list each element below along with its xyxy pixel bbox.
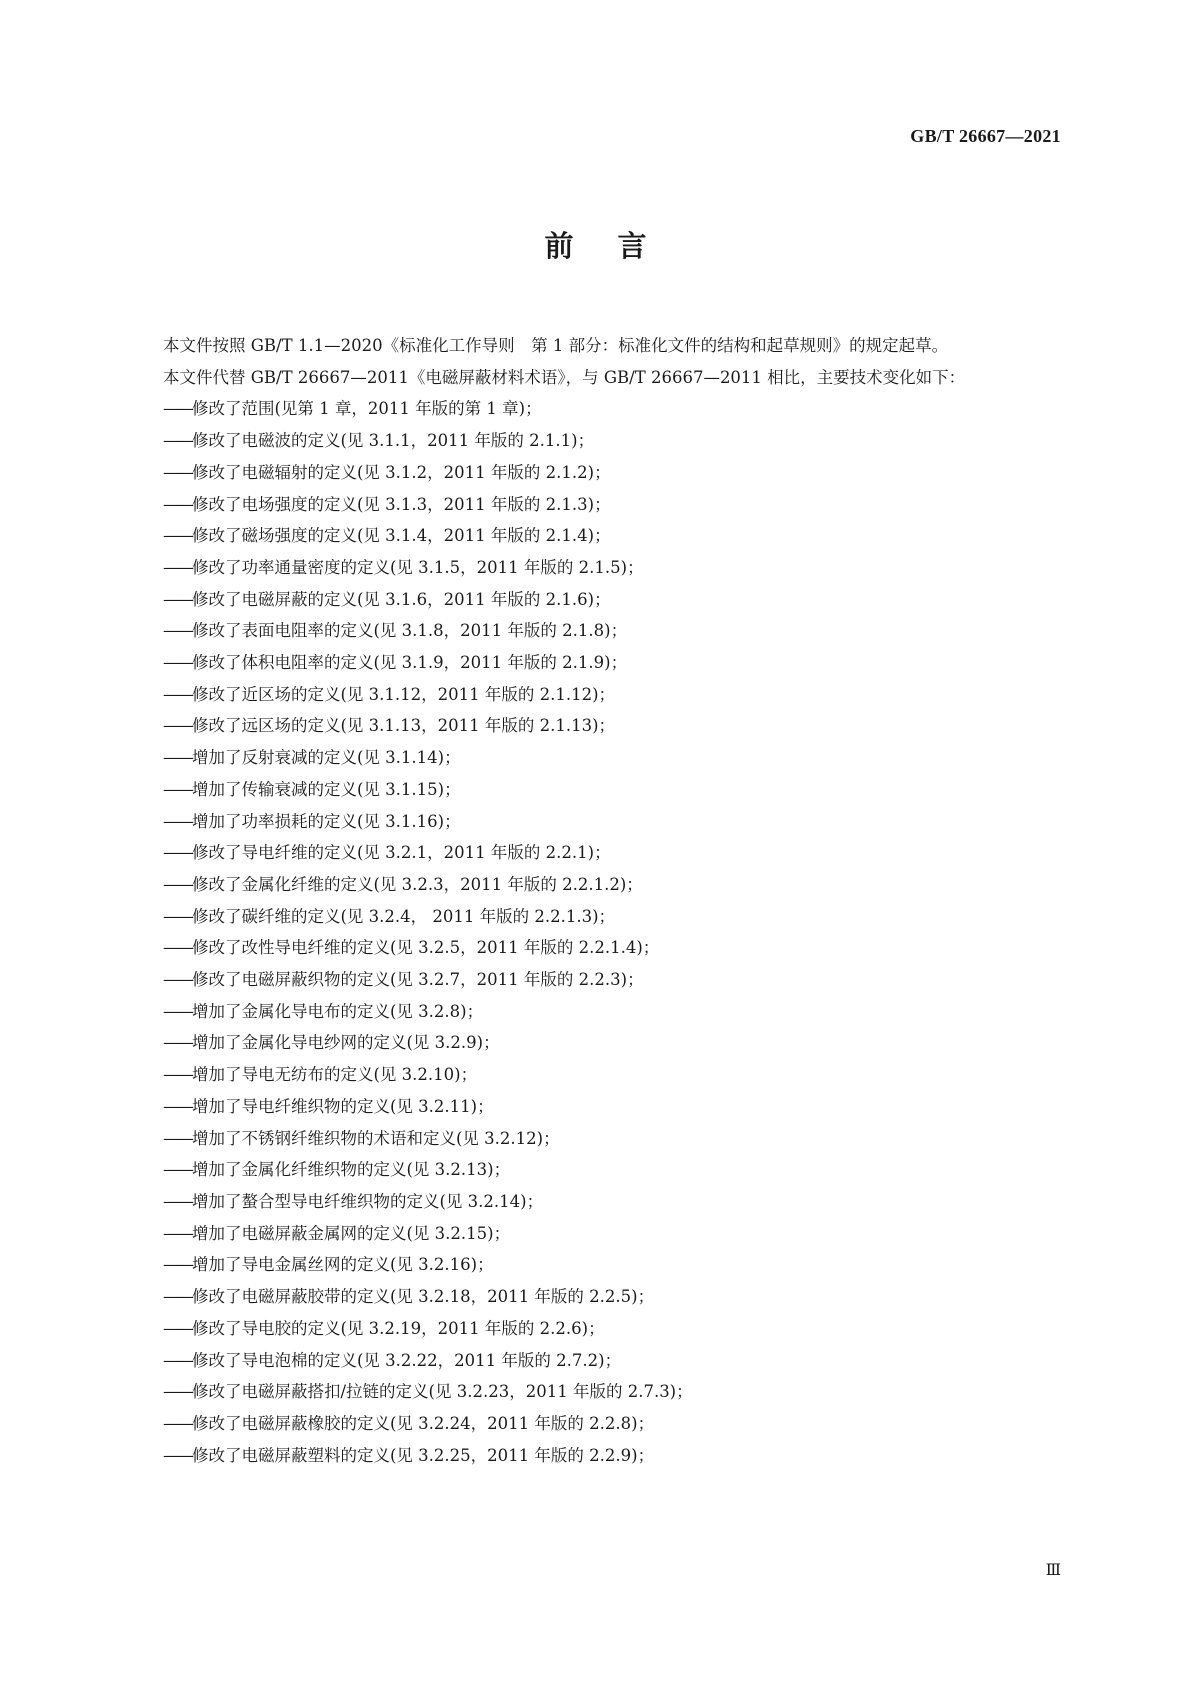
list-item xyxy=(130,679,1065,711)
list-dash: —— xyxy=(163,494,192,514)
list-item-text: 修改了功率通量密度的定义(见 3.1.5，2011 年版的 2.1.5)； xyxy=(192,557,644,577)
list-item xyxy=(130,1091,1065,1123)
list-item-text: 增加了反射衰减的定义(见 3.1.14)； xyxy=(192,748,461,768)
list-item xyxy=(130,996,1065,1028)
list-item-text: 修改了电磁屏蔽的定义(见 3.1.6，2011 年版的 2.1.6)； xyxy=(192,589,611,609)
standard-code: GB/T 26667—2021 xyxy=(910,126,1061,146)
list-item-text: 增加了金属化导电纱网的定义(见 3.2.9)； xyxy=(192,1033,500,1053)
list-item-text: 修改了磁场强度的定义(见 3.1.4，2011 年版的 2.1.4)； xyxy=(192,526,611,546)
list-dash: —— xyxy=(163,557,192,577)
list-dash: —— xyxy=(163,1223,192,1243)
list-dash: —— xyxy=(163,1413,192,1433)
changes-list xyxy=(130,393,1065,1471)
list-item xyxy=(130,1123,1065,1155)
list-item-text: 修改了改性导电纤维的定义(见 3.2.5，2011 年版的 2.2.1.4)； xyxy=(192,938,660,958)
list-item-text: 修改了电磁屏蔽胶带的定义(见 3.2.18，2011 年版的 2.2.5)； xyxy=(192,1287,655,1307)
list-item xyxy=(130,1059,1065,1091)
list-dash: —— xyxy=(163,1065,192,1085)
list-dash: —— xyxy=(163,970,192,990)
list-item-text: 修改了导电胶的定义(见 3.2.19，2011 年版的 2.2.6)； xyxy=(192,1318,605,1338)
list-item-text: 增加了导电纤维织物的定义(见 3.2.11)； xyxy=(192,1096,494,1116)
list-item xyxy=(130,964,1065,996)
list-item-text: 增加了传输衰减的定义(见 3.1.15)； xyxy=(192,779,461,799)
list-item-text: 修改了电磁屏蔽塑料的定义(见 3.2.25，2011 年版的 2.2.9)； xyxy=(192,1445,655,1465)
list-item-text: 修改了金属化纤维的定义(见 3.2.3，2011 年版的 2.2.1.2)； xyxy=(192,874,643,894)
list-dash: —— xyxy=(163,462,192,482)
list-item xyxy=(130,806,1065,838)
list-dash: —— xyxy=(163,1382,192,1402)
list-dash: —— xyxy=(163,1128,192,1148)
list-dash: —— xyxy=(163,526,192,546)
list-item xyxy=(130,1345,1065,1377)
list-dash: —— xyxy=(163,1096,192,1116)
list-item xyxy=(130,742,1065,774)
list-dash: —— xyxy=(163,1001,192,1021)
list-dash: —— xyxy=(163,684,192,704)
intro-paragraph: 本文件按照 GB/T 1.1—2020《标准化工作导则 第 1 部分：标准化文件的结构和起草规则》的规定起草。 xyxy=(163,336,949,355)
list-item-text: 修改了远区场的定义(见 3.1.13，2011 年版的 2.1.13)； xyxy=(192,716,616,736)
list-dash: —— xyxy=(163,906,192,926)
list-item-text: 修改了近区场的定义(见 3.1.12，2011 年版的 2.1.12)； xyxy=(192,684,616,704)
list-item-text: 修改了体积电阻率的定义(见 3.1.9，2011 年版的 2.1.9)； xyxy=(192,653,628,673)
document-body xyxy=(130,330,1065,1471)
list-item-text: 修改了电磁屏蔽织物的定义(见 3.2.7，2011 年版的 2.2.3)； xyxy=(192,970,644,990)
list-dash: —— xyxy=(163,653,192,673)
list-dash: —— xyxy=(163,431,192,451)
list-item-text: 增加了金属化导电布的定义(见 3.2.8)； xyxy=(192,1001,484,1021)
list-item xyxy=(130,1186,1065,1218)
list-item-text: 增加了导电无纺布的定义(见 3.2.10)； xyxy=(192,1065,478,1085)
list-item-text: 增加了功率损耗的定义(见 3.1.16)； xyxy=(192,811,461,831)
list-item xyxy=(130,774,1065,806)
list-dash: —— xyxy=(163,779,192,799)
list-dash: —— xyxy=(163,1445,192,1465)
list-item xyxy=(130,1249,1065,1281)
list-item xyxy=(130,1154,1065,1186)
list-dash: —— xyxy=(163,716,192,736)
list-item-text: 修改了电磁辐射的定义(见 3.1.2，2011 年版的 2.1.2)； xyxy=(192,462,611,482)
list-dash: —— xyxy=(163,843,192,863)
list-dash: —— xyxy=(163,589,192,609)
list-dash: —— xyxy=(163,874,192,894)
list-dash: —— xyxy=(163,938,192,958)
list-item-text: 修改了电场强度的定义(见 3.1.3，2011 年版的 2.1.3)； xyxy=(192,494,611,514)
list-item xyxy=(130,1376,1065,1408)
list-item xyxy=(130,1027,1065,1059)
list-item xyxy=(130,489,1065,521)
list-item xyxy=(130,710,1065,742)
list-item xyxy=(130,425,1065,457)
list-dash: —— xyxy=(163,1033,192,1053)
list-dash: —— xyxy=(163,811,192,831)
list-item xyxy=(130,520,1065,552)
page-title: 前言 xyxy=(544,229,691,263)
list-dash: —— xyxy=(163,1318,192,1338)
list-item-text: 修改了表面电阻率的定义(见 3.1.8，2011 年版的 2.1.8)； xyxy=(192,621,628,641)
list-item-text: 修改了电磁屏蔽橡胶的定义(见 3.2.24，2011 年版的 2.2.8)； xyxy=(192,1413,655,1433)
list-item-text: 修改了范围(见第 1 章，2011 年版的第 1 章)； xyxy=(192,399,542,419)
list-item xyxy=(130,615,1065,647)
list-item-text: 修改了碳纤维的定义(见 3.2.4， 2011 年版的 2.2.1.3)； xyxy=(192,906,616,926)
list-item xyxy=(130,647,1065,679)
list-item xyxy=(130,837,1065,869)
page-number: Ⅲ xyxy=(1045,1562,1061,1579)
list-item xyxy=(130,552,1065,584)
list-item xyxy=(130,901,1065,933)
list-item-text: 修改了导电纤维的定义(见 3.2.1，2011 年版的 2.2.1)； xyxy=(192,843,611,863)
list-dash: —— xyxy=(163,1255,192,1275)
list-item-text: 修改了电磁屏蔽搭扣/拉链的定义(见 3.2.23，2011 年版的 2.7.3)； xyxy=(192,1382,693,1402)
list-item xyxy=(130,393,1065,425)
list-item-text: 增加了导电金属丝网的定义(见 3.2.16)； xyxy=(192,1255,494,1275)
list-item xyxy=(130,1408,1065,1440)
list-item-text: 增加了金属化纤维织物的定义(见 3.2.13)； xyxy=(192,1160,511,1180)
list-dash: —— xyxy=(163,1287,192,1307)
replacement-paragraph: 本文件代替 GB/T 26667—2011《电磁屏蔽材料术语》，与 GB/T 26667—2011 相比，主要技术变化如下： xyxy=(163,367,966,387)
list-dash: —— xyxy=(163,621,192,641)
list-dash: —— xyxy=(163,1191,192,1211)
list-item xyxy=(130,1218,1065,1250)
list-item xyxy=(130,1440,1065,1472)
list-dash: —— xyxy=(163,1350,192,1370)
list-item-text: 增加了螯合型导电纤维织物的定义(见 3.2.14)； xyxy=(192,1191,544,1211)
list-item xyxy=(130,1313,1065,1345)
list-item xyxy=(130,1281,1065,1313)
list-item-text: 修改了导电泡棉的定义(见 3.2.22，2011 年版的 2.7.2)； xyxy=(192,1350,622,1370)
list-item xyxy=(130,932,1065,964)
list-item xyxy=(130,457,1065,489)
list-dash: —— xyxy=(163,748,192,768)
list-dash: —— xyxy=(163,399,192,419)
list-item xyxy=(130,869,1065,901)
list-dash: —— xyxy=(163,1160,192,1180)
list-item xyxy=(130,584,1065,616)
list-item-text: 增加了电磁屏蔽金属网的定义(见 3.2.15)； xyxy=(192,1223,511,1243)
list-item-text: 增加了不锈钢纤维织物的术语和定义(见 3.2.12)； xyxy=(192,1128,560,1148)
list-item-text: 修改了电磁波的定义(见 3.1.1，2011 年版的 2.1.1)； xyxy=(192,431,595,451)
